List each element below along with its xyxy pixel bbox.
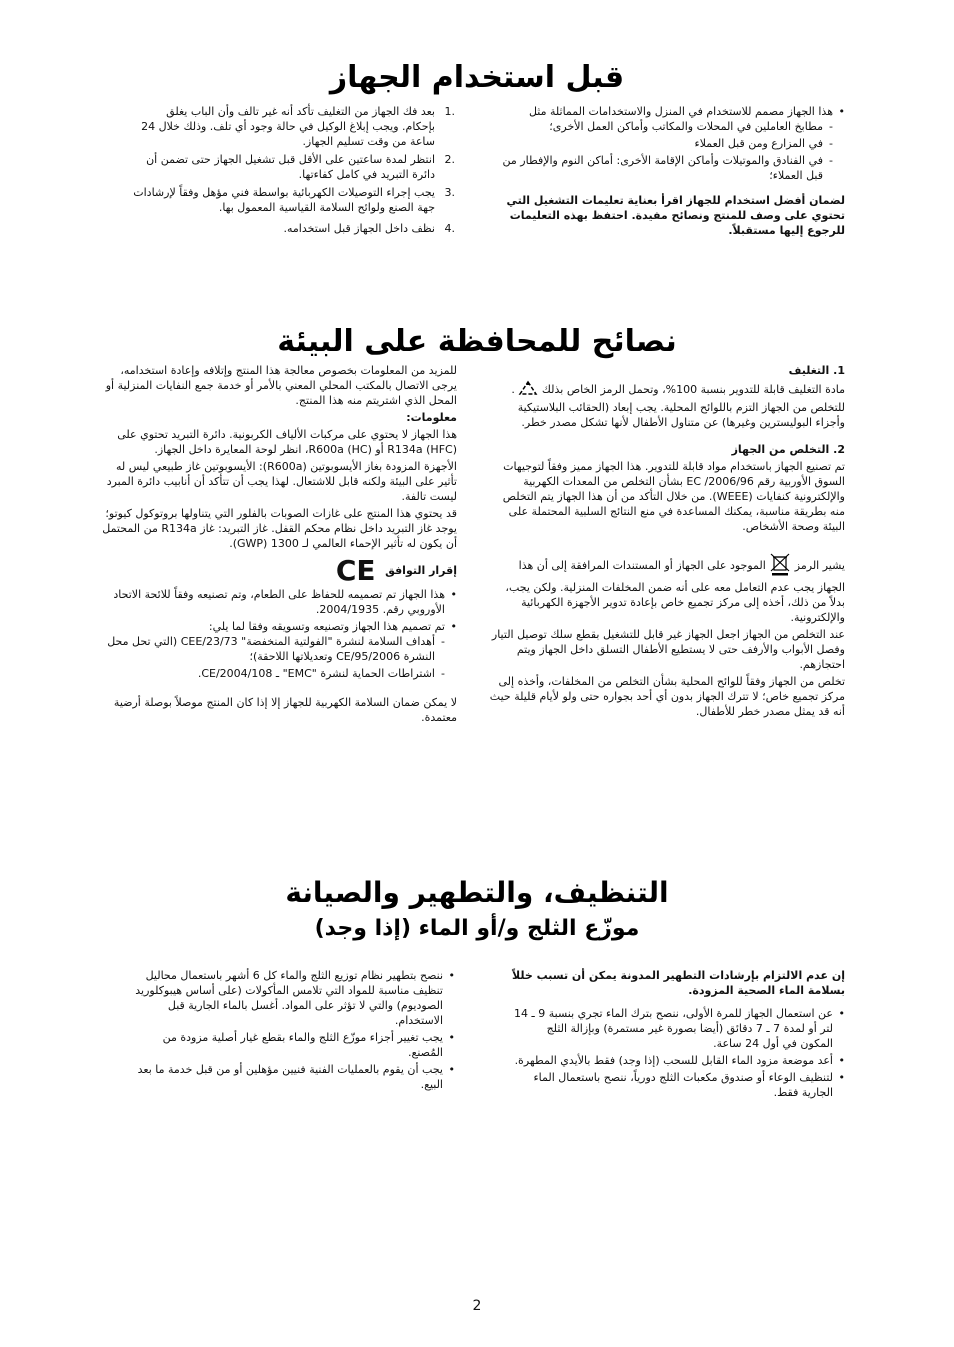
isobutane-text: الأجهزة المزودة بغاز الأيسوبوتين (R600a): الأيسوبوتين غاز طبيعي ليس له تأثير على البيئة ولكنه قابل للاشتعال. لهذا يجب أن تتأكد أن أنابيب دائرة المبرد ليست تالفة. <box>106 460 457 503</box>
usage-note: لضمان أفضل استخدام للجهاز اقرأ بعناية تعليمات التشغيل التي تحتوي على وصف للمنتج ونصائح مفيدة. احتفظ بهذه التعليمات للرجوع إليها مستقبلاً. <box>506 194 845 237</box>
symbol-text: يشير الرمز الموجود على الجهاز أو المستندات المرافقة إلى أن هذا الجهاز يجب عدم التعامل معه على أنه ضمن المخلفات المنزلية. ولكن يجب، بدلاً من ذلك، أخذه إلى مركز تجميع خاص بإعادة تدوير الأجهزة الكهربائية والإلكترونية. <box>488 552 845 625</box>
usage-sublist <box>488 119 833 183</box>
page-number: 2 <box>472 1298 482 1314</box>
hygiene-warning: إن عدم الالتزام بإرشادات التطهير المدونة يمكن أن تسبب خللاً بسلامة الماء الصحية المزودة. <box>512 969 845 997</box>
conformity-sublist <box>100 634 445 681</box>
step-text: يجب إجراء التوصيلات الكهربائية بواسطة فني مؤهل وفقاً لإرشادات جهة الصنع ولوائح السلامة القياسية المعمول بها. <box>133 186 435 214</box>
list-item <box>130 152 455 182</box>
cleaning-right-column <box>512 968 845 1102</box>
disposal-text: تم تصنيع الجهاز باستخدام مواد قابلة للتدوير. هذا الجهاز مميز وفقاً لتوجيهات السوق الأوربية رقم 2006/96/ EC بشأن التخلص من المعدات الكهربية والإلكترونية كنفايات (WEEE). من خلال التأكد من أن هذا الجهاز يتم التخلص منه بطريقة مناسبة، يمكنك المساعدة في منع النتائج السلبية المحتملة على البيئة وصحة الأشخاص. <box>502 460 845 533</box>
list-item <box>130 221 455 236</box>
list-item <box>488 104 845 183</box>
environment-title: نصائح للمحافظة على البيئة <box>277 324 677 359</box>
crossed-bin-icon <box>769 552 791 580</box>
list-item: • يجب أن يقوم بالعمليات الفنية فنيين مؤهلين أو من قبل خدمة ما بعد البيع. <box>130 1062 455 1092</box>
list-item <box>130 185 455 215</box>
disposal-heading: 2. التخلص من الجهاز <box>731 443 845 456</box>
step-number: 3. <box>444 186 455 199</box>
cleaning-subtitle: موزّع الثلج و/أو الماء (إذا وجد) <box>314 916 640 941</box>
step-text: نظف داخل الجهاز قبل استخدامه. <box>283 222 435 235</box>
cleaning-title: التنظيف، والتطهير والصيانة <box>285 876 669 909</box>
list-item: - اشتراطات الحماية لنشرة "EMC" ـ CE/2004/108. <box>100 666 445 681</box>
environment-right-column <box>488 363 845 721</box>
first-use-list <box>512 1006 845 1100</box>
list-item: - في المزارع ومن قبل العملاء <box>488 136 833 151</box>
fluor-gas-text: قد يحتوي هذا المنتج على غازات الصوبات بالفلور التي يتناولها بروتوكول كيوتو؛ يوجد غاز التبريد داخل نظام محكم القفل. غاز التبريد: غاز R134a من المحتمل أن يكون له تأثير الإحماء العالمي لـ 1300 (GWP). <box>102 507 457 550</box>
list-item: • لتنظيف الوعاء أو صندوق مكعبات الثلج دورياً، ننصح باستعمال الماء الجارية فقط. <box>512 1070 845 1100</box>
step-number: 1. <box>444 105 455 118</box>
list-item: - مطابخ العاملين في المحلات والمكاتب وأماكن العمل الأخرى؛ <box>488 119 833 134</box>
list-item: - أهداف السلامة لنشرة "الفولتية المنخفضة" CEE/23/73 (التي تحل محل النشرة 2006/CE/95 وتعديلاتها اللاحقة)؛ <box>100 634 445 664</box>
usage-bullet-text: هذا الجهاز مصمم للاستخدام في المنزل والاستخدامات المماثلة مثل <box>528 105 833 118</box>
step-text: انتظر لمدة ساعتين على الأقل قبل تشغيل الجهاز حتى تضمن أن دائرة التبريد في كامل كفاءتها. <box>146 153 435 181</box>
list-item: • أعد موضعة مزود الماء القابل للسحب (إذا وجد) فقط بالأيدي المطهرة. <box>512 1053 845 1068</box>
conformity-row <box>100 554 457 587</box>
step-number: 2. <box>444 153 455 166</box>
before-use-left-column <box>130 104 455 239</box>
cleaning-left-column <box>130 968 455 1094</box>
list-item: • تم تصميم هذا الجهاز وتصنيعه وتسويقه وفقا لما يلي: - أهداف السلامة لنشرة "الفولتية المنخفضة" CEE/23/73 (التي تحل محل النشرة 2006/CE/95 وتعديلاتها اللاحقة)؛ - اشتراطات الحماية لنشرة "EMC" ـ CE/2004/108. <box>100 619 457 681</box>
packaging-text: مادة التغليف قابلة للتدوير بنسبة 100%، وتحمل الرمز الخاص بذلك . للتخلص من الجهاز التزم باللوائح المحلية. يجب إبعاد (الحقائب البلاستيكية وأجزاء البوليسترين وغيرها) عن متناول الأطفال لأنها تشكل مصدر خطر. <box>488 380 845 430</box>
conformity-heading: إقرار التوافق <box>385 564 457 577</box>
safety-text: لا يمكن ضمان السلامة الكهربية للجهاز إلا إذا كان المنتج موصلاً بوصلة أرضية معتمدة. <box>113 696 457 724</box>
usage-list <box>488 104 845 183</box>
maintenance-list <box>130 968 455 1092</box>
before-use-right-column <box>488 104 845 240</box>
conformity-list <box>100 587 457 681</box>
list-item: • هذا الجهاز تم تصميمه للحفاظ على الطعام، وتم تصنيعه وفقاً للائحة الاتحاد الأوروبي رقم. 2004/1935. <box>100 587 457 617</box>
local-rules-text: تخلص من الجهاز وفقاً للوائح المحلية بشأن التخلص من المخلفات، وأخذه إلى مركز تجميع خاص؛ لا تترك الجهاز بدون أي أحد بجواره حتى ولو لأيام قليلة حيث أنه قد يمثل مصدر خطر للأطفال. <box>489 675 845 718</box>
removal-text: عند التخلص من الجهاز اجعل الجهاز غير قابل للتشغيل بقطع سلك توصيل التيار وفصل الأبواب والأرفف حتى لا يستطيع الأطفال التسلق داخل الجهاز ويتم احتجازهم. <box>491 628 845 671</box>
ce-mark-icon: CE <box>335 554 376 587</box>
intro-text: للمزيد من المعلومات بخصوص معالجة هذا المنتج وإتلافه وإعادة استخدامه، يرجى الاتصال بالمكتب المحلي المعني بالأمر أو خدمة جمع النفايات المنزلية أو المحل الذي اشتريتم منه هذا المنتج. <box>105 364 457 407</box>
before-use-title: قبل استخدام الجهاز <box>329 60 625 95</box>
recycle-triangle-icon <box>518 380 538 400</box>
list-item: - في الفنادق والموتيلات وأماكن الإقامة الأخرى: أماكن النوم والإفطار من قبل العملاء؛ <box>488 153 833 183</box>
list-item <box>130 104 455 149</box>
list-item: • يجب تغيير أجزاء موزّع الثلج والماء بقطع غيار أصلية مزودة من المُصنع. <box>130 1030 455 1060</box>
list-item: • ننصح بتطهير نظام توزيع الثلج والماء كل 6 أشهر باستعمال محاليل تنظيف مناسبة للمواد التي تلامس المأكولات (على أساس هيبوكلوريد الصوديوم) والتي لا تؤثر على المواد. أغسل بالماء الجارية قبل الاستخدام. <box>130 968 455 1028</box>
step-number: 4. <box>444 222 455 235</box>
steps-list <box>130 104 455 236</box>
packaging-heading: 1. التغليف <box>788 364 845 377</box>
environment-left-column <box>100 363 457 727</box>
info-heading: معلومات: <box>406 411 457 424</box>
info-text: هذا الجهاز لا يحتوي على مركبات الألياف الكربونية. دائرة التبريد تحتوي على R134a (HFC) أو R600a (HC)، انظر لوحة المعايرة داخل الجهاز. <box>117 428 457 456</box>
step-text: بعد فك الجهاز من التغليف تأكد أنه غير تالف وأن الباب يغلق بإحكام. ويجب إبلاغ الوكيل في حالة وجود أي تلف. وذلك خلال 24 ساعة من وقت تسليم الجهاز. <box>141 105 435 148</box>
list-item: • عن استعمال الجهاز للمرة الأولى، ننصح بترك الماء تجري بنسبة 9 ـ 14 لتر أو لمدة 7 ـ 7 دقائق (أيضا بصورة غير مستمرة) وبإزالة الثلج المكون في أول 24 ساعة. <box>512 1006 845 1051</box>
